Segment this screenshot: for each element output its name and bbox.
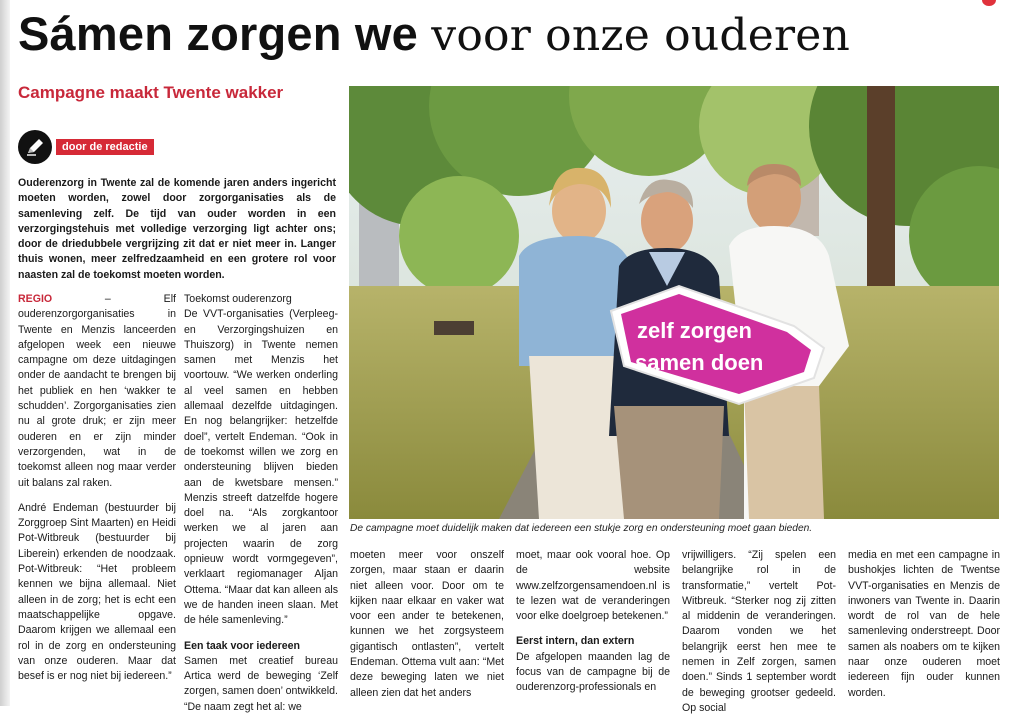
campaign-photo	[349, 86, 999, 519]
article-column-5	[682, 548, 836, 726]
sign-text-line2: samen doen	[635, 350, 764, 375]
article-paragraph: moet, maar ook vooral hoe. Op de website www.zelfzorgensamendoen.nl is te lezen wat de veranderingen voor elke doelgroep betekenen.”	[516, 549, 670, 623]
section-heading: Toekomst ouderenzorg	[184, 293, 292, 305]
byline	[18, 130, 154, 164]
headline	[18, 4, 850, 66]
article-paragraph	[18, 292, 176, 491]
article-paragraph: De VVT-organisaties (Verpleeg- en Verzorgingshuizen en Thuiszorg) in Twente nemen samen met Menzis het voortouw. “We werken onderling al veel samen en hebben allemaal dezelfde uitdagingen. En nog belangrijker: hetzelfde doel”, vertelt Endeman. “Ook in de toekomst willen we zorg en ondersteuning blijven bieden aan de kwetsbare mensen.” Menzis streeft datzelfde hogere doel na. “Als zorgkantoor werken we al jaren aan projecten waarin de zorg opnieuw wordt vormgegeven”, verklaart regiomanager Aljan Ottema. “Maar dat kan alleen als we de handen ineen slaan. Met de héle samenleving.”	[184, 308, 338, 627]
paragraph-text: – Elf ouderenzorgorganisaties in Twente en Menzis lanceerden afgelopen week een nieuwe campagne om deze uitdagingen onder de aandacht te brengen bij het publiek en hen ‘wakker te schudden’. Zorgorganisaties zien nu al grote druk; er zijn meer ouderen en er zijn minder verzorgenden, wat in de toekomst alleen nog maar verder uit balans zal raken.	[18, 293, 176, 489]
pen-icon	[18, 130, 52, 164]
article-paragraph: De afgelopen maanden lag de focus van de campagne bij de ouderenzorg-professionals en	[516, 650, 670, 694]
article-paragraph: media en met een campagne in bushokjes lichten de Twentse VVT-organisaties en Menzis de inwoners van Twente in. Daarin wordt de rol van de hele samenleving onderstreept. Door samen als noabers om te kijken naar onze ouderen moet iedereen fijn ouder kunnen worden.	[848, 549, 1000, 699]
headline-light: voor onze ouderen	[431, 10, 851, 61]
article-column-4	[516, 548, 670, 706]
article-column-3	[350, 548, 504, 711]
sign-text-line1: zelf zorgen	[637, 318, 752, 343]
article-paragraph: André Endeman (bestuurder bij Zorggroep Sint Maarten) en Heidi Pot-Witbreuk (bestuurder bij Liberein) erkenden de noodzaak. Pot-Witbreuk: “Het probleem kennen we bijna allemaal. Niet alleen in de zorg; het is echt een maatschappelijke opgave. Daarom krijgen we allemaal een rol in de zorg en ondersteuning van onze ouderen. Maar dat besef is er nog niet bij iedereen.”	[18, 501, 176, 683]
intro-paragraph: Ouderenzorg in Twente zal de komende jaren anders ingericht moeten worden, zowel door zorgorganisaties als de samenleving zelf. De tijd van ouder worden in een verzorgingstehuis met volledige verzorging ligt achter ons; door de driedubbele vergrijzing zit dat er niet meer in. Langer thuis wonen, meer zelfredzaamheid en een grotere rol voor naasten zal de toekomst moeten worden.	[18, 177, 336, 281]
article-column-1	[18, 292, 176, 694]
article-paragraph: moeten meer voor onszelf zorgen, maar staan er daarin niet alleen voor. Door om te kijken naar elkaar en vaker wat voor een ander te betekenen, kunnen we het zorgsysteem gigantisch ontlasten”, vertelt Endeman. Ottema vult aan: “Met deze beweging laten we niet alleen zien dat het anders	[350, 549, 504, 699]
corner-mark	[982, 0, 996, 6]
article-paragraph: vrijwilligers. “Zij spelen een belangrijke rol in de transformatie,” vertelt Pot-Witbreuk. “Sterker nog zij zitten al middenin de veranderingen. Daarom vonden we het belangrijk eerst hen mee te nemen in Zelf zorgen, samen doen.” Sinds 1 september wordt de beweging grootser gedeeld. Op social	[682, 549, 836, 714]
page-edge	[0, 0, 10, 706]
subheadline: Campagne maakt Twente wakker	[18, 83, 284, 102]
article-column-2	[184, 292, 338, 725]
headline-bold: Sámen zorgen we	[18, 7, 418, 60]
section-heading: Eerst intern, dan extern	[516, 635, 635, 648]
dateline: REGIO	[18, 293, 53, 305]
article-column-6	[848, 548, 1000, 711]
section-heading: Een taak voor iedereen	[184, 639, 300, 652]
photo-caption: De campagne moet duidelijk maken dat iedereen een stukje zorg en ondersteuning moet gaan bieden.	[350, 523, 813, 534]
article-paragraph: Samen met creatief bureau Artica werd de beweging ‘Zelf zorgen, samen doen’ ontwikkeld. “De naam zegt het al: we	[184, 654, 338, 713]
byline-label: door de redactie	[56, 139, 154, 155]
